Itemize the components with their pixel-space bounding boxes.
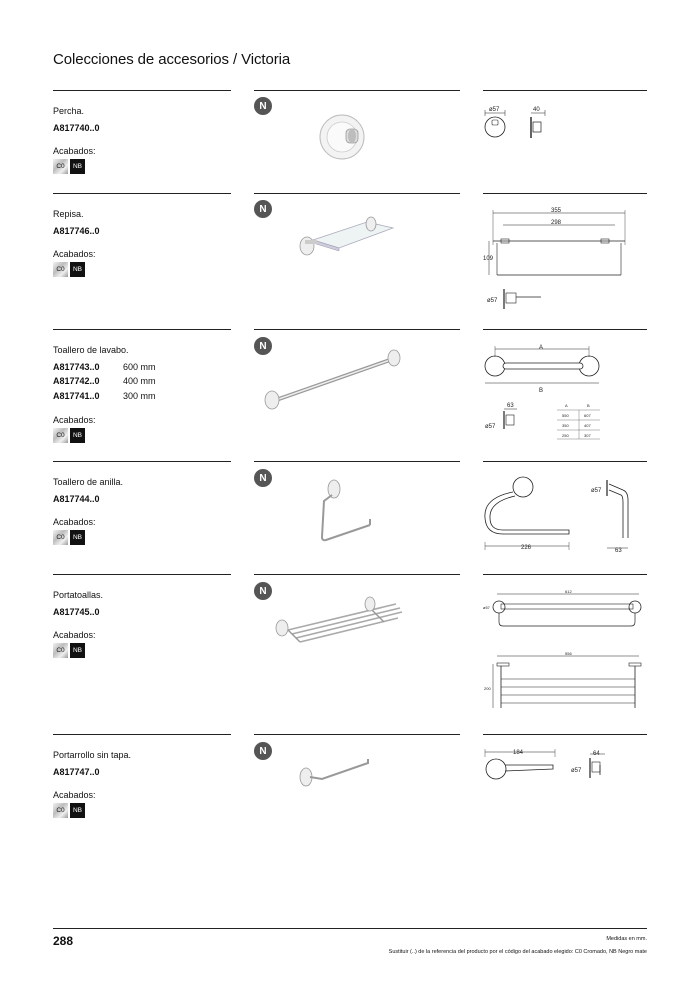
hook-product-image: [300, 105, 420, 165]
product-name: Repisa.: [53, 209, 84, 219]
finish-swatches: [53, 643, 85, 658]
hook-technical-drawing: [483, 100, 647, 150]
finish-chrome-swatch: C0: [53, 643, 68, 658]
dim-depth: 40: [533, 107, 540, 113]
product-ref: A817745..0: [53, 607, 100, 617]
page-title: Colecciones de accesorios / Victoria: [53, 51, 291, 68]
product-name: Portarrollo sin tapa.: [53, 750, 132, 760]
separator: [254, 734, 460, 735]
separator: [254, 461, 460, 462]
new-badge: N: [254, 200, 272, 218]
finish-black-swatch: NB: [70, 643, 85, 658]
dim-width: 355: [551, 208, 562, 214]
towel-bar-product-image: [262, 348, 412, 413]
separator: [483, 461, 647, 462]
page-number: 288: [53, 934, 74, 948]
shelf-technical-drawing: [483, 205, 647, 315]
product-ref-row: [53, 362, 156, 372]
new-badge: N: [254, 582, 272, 600]
dim-diameter: ø57: [591, 488, 602, 494]
towel-ring-product-image: [310, 475, 390, 550]
product-ref: A817742..0: [53, 376, 100, 386]
finish-chrome-swatch: C0: [53, 262, 68, 277]
new-badge: N: [254, 97, 272, 115]
dim-b-label: B: [539, 388, 544, 394]
dim-height: 200: [484, 686, 491, 691]
separator: [53, 734, 231, 735]
new-badge: N: [254, 742, 272, 760]
finish-swatches: [53, 159, 85, 174]
table-cell: 607: [584, 413, 591, 418]
footer-separator: [53, 928, 647, 929]
towel-rack-technical-drawing: [483, 584, 647, 719]
finishes-label: Acabados:: [53, 517, 96, 527]
separator: [53, 461, 231, 462]
product-size: 300 mm: [123, 391, 156, 401]
product-name: Percha.: [53, 106, 85, 116]
product-ref-row: [53, 376, 156, 386]
separator: [53, 193, 231, 194]
separator: [254, 193, 460, 194]
finishes-label: Acabados:: [53, 630, 96, 640]
new-badge: N: [254, 337, 272, 355]
dim-diameter: ø57: [487, 298, 498, 304]
product-ref: A817741..0: [53, 391, 100, 401]
product-ref: A817744..0: [53, 494, 100, 504]
product-name: Toallero de anilla.: [53, 477, 124, 487]
dim-diameter: ø57: [483, 605, 490, 610]
finish-black-swatch: NB: [70, 159, 85, 174]
finish-black-swatch: NB: [70, 803, 85, 818]
product-size: 400 mm: [123, 376, 156, 386]
towel-bar-technical-drawing: [483, 343, 647, 443]
separator: [483, 193, 647, 194]
shelf-product-image: [295, 210, 405, 265]
towel-ring-technical-drawing: [483, 470, 647, 560]
separator: [483, 734, 647, 735]
product-ref: A817743..0: [53, 362, 100, 372]
finishes-label: Acabados:: [53, 249, 96, 259]
paper-holder-technical-drawing: [483, 745, 647, 785]
product-ref: A817746..0: [53, 226, 100, 236]
product-size: 600 mm: [123, 362, 156, 372]
finish-chrome-swatch: C0: [53, 428, 68, 443]
separator: [53, 574, 231, 575]
dim-width: 612: [565, 589, 572, 594]
finish-black-swatch: NB: [70, 530, 85, 545]
dim-depth: 64: [593, 751, 600, 757]
paper-holder-product-image: [292, 755, 382, 795]
separator: [53, 329, 231, 330]
table-head-b: B: [587, 403, 590, 408]
product-ref-row: [53, 391, 156, 401]
dim-height: 109: [483, 256, 494, 262]
dim-diameter: ø57: [571, 768, 582, 774]
dim-depth: 63: [615, 548, 622, 554]
finish-black-swatch: NB: [70, 262, 85, 277]
units-note: Medidas en mm.: [606, 936, 647, 942]
finish-chrome-swatch: C0: [53, 159, 68, 174]
table-cell: 307: [584, 433, 591, 438]
table-cell: 407: [584, 423, 591, 428]
separator: [483, 90, 647, 91]
finish-note: Sustituir (..) de la referencia del producto por el código del acabado elegido: C0 Cromado, NB Negro mate: [388, 949, 647, 955]
finish-chrome-swatch: C0: [53, 530, 68, 545]
finish-swatches: [53, 428, 85, 443]
table-cell: 550: [562, 413, 569, 418]
finish-black-swatch: NB: [70, 428, 85, 443]
dim-inner-width: 556: [565, 651, 572, 656]
separator: [254, 329, 460, 330]
product-ref: A817747..0: [53, 767, 100, 777]
product-name: Portatoallas.: [53, 590, 104, 600]
finishes-label: Acabados:: [53, 415, 96, 425]
separator: [483, 574, 647, 575]
finish-swatches: [53, 530, 85, 545]
product-name: Toallero de lavabo.: [53, 345, 129, 355]
finish-swatches: [53, 262, 85, 277]
finishes-label: Acabados:: [53, 790, 96, 800]
new-badge: N: [254, 469, 272, 487]
finish-chrome-swatch: C0: [53, 803, 68, 818]
towel-rack-product-image: [272, 590, 407, 650]
table-head-a: A: [565, 403, 568, 408]
separator: [254, 90, 460, 91]
table-cell: 350: [562, 423, 569, 428]
finish-swatches: [53, 803, 85, 818]
dim-diameter: ø57: [485, 424, 496, 430]
dim-width: 226: [521, 545, 532, 551]
finishes-label: Acabados:: [53, 146, 96, 156]
product-ref: A817740..0: [53, 123, 100, 133]
dim-diameter: ø57: [489, 107, 500, 113]
separator: [254, 574, 460, 575]
dim-width: 184: [513, 750, 524, 756]
dim-inner-width: 298: [551, 220, 562, 226]
separator: [483, 329, 647, 330]
table-cell: 250: [562, 433, 569, 438]
dim-depth: 63: [507, 403, 514, 409]
dim-a-label: A: [539, 345, 544, 351]
separator: [53, 90, 231, 91]
